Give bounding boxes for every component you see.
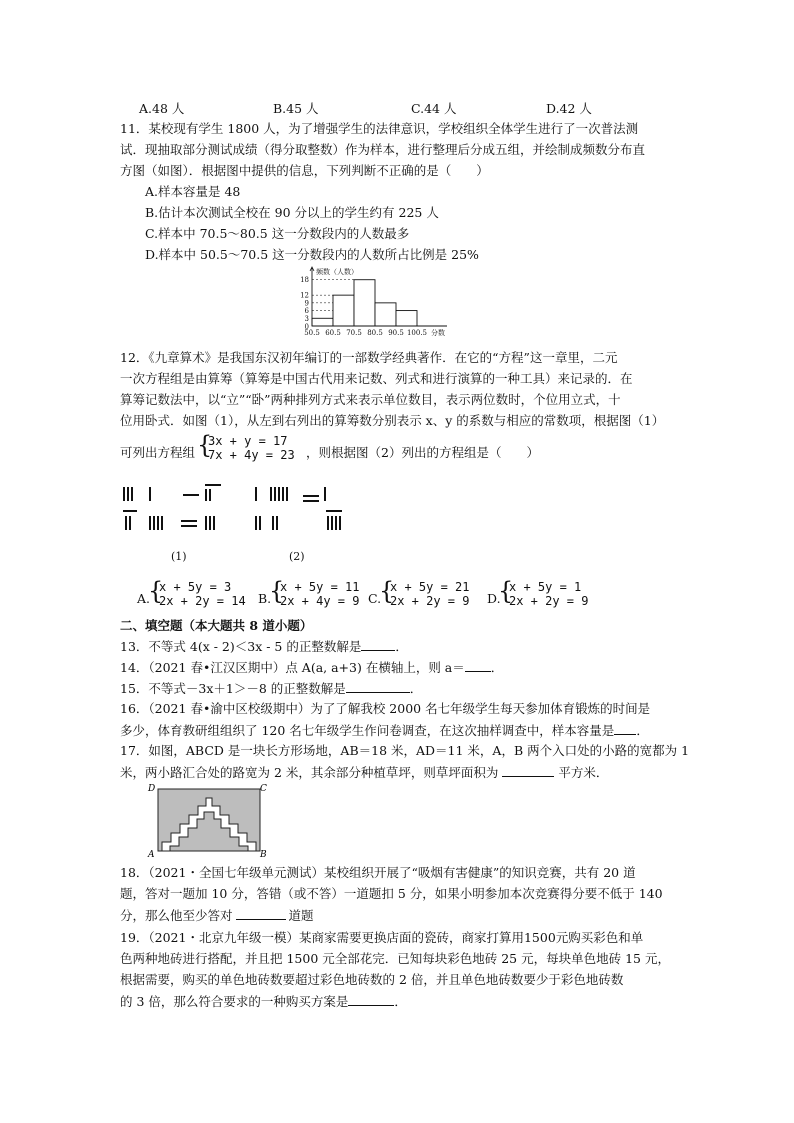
hist-xtick-label: 60.5	[325, 329, 341, 337]
hist-xtick-label: 100.5	[406, 329, 428, 337]
q12-option-c-brace: {	[379, 577, 395, 605]
q12-line-3: 算筹记数法中，以“立”“卧”两种排列方式来表示单位数目，表示两位数时，个位用立式，十	[120, 392, 621, 407]
q11-option-a: A.样本容量是 48	[145, 184, 241, 199]
corner-label-c: C	[260, 784, 267, 794]
hist-xtick-label: 80.5	[367, 329, 383, 337]
q17-blank[interactable]	[502, 764, 554, 777]
q19-line-3: 根据需要，购买的单色地砖数要超过彩色地砖数的 2 倍，并且单色地砖数要少于彩色地砖数	[120, 972, 624, 987]
corner-label-b: B	[260, 850, 267, 860]
hist-xtick-label: 50.5	[304, 329, 320, 337]
q19-blank[interactable]	[348, 993, 394, 1006]
corner-label-d: D	[148, 784, 156, 794]
q13-blank[interactable]	[361, 638, 395, 651]
q18-blank[interactable]	[236, 907, 286, 920]
q15: 15．不等式－3x＋1＞－8 的正整数解是 ．	[120, 681, 423, 696]
hist-bar	[354, 280, 375, 326]
q10-option-a: A.48 人	[139, 101, 185, 116]
hist-bar	[375, 303, 396, 326]
q16-blank[interactable]	[614, 722, 636, 735]
hist-bar	[312, 318, 333, 326]
q12-system-prefix: 可列出方程组	[120, 445, 196, 460]
q16-line-2: 多少，体育教研组组织了 120 名七年级学生作问卷调查，在这次抽样调查中，样本容量是 ．	[120, 723, 649, 738]
q12-line-4: 位用卧式．如图（1），从左到右列出的算筹数分别表示 x、y 的系数与相应的常数项，根据图（1）	[120, 413, 665, 428]
hist-ytick-label: 6	[304, 307, 309, 316]
fig2-label: (2)	[289, 550, 305, 563]
q12-option-a-letter: A.	[137, 591, 151, 606]
q12-option-a-eq2: 2x + 2y = 14	[159, 594, 246, 608]
q18-line-1: 18．（2021・全国七年级单元测试）某校组织开展了“吸烟有害健康”的知识竞赛，共有 20 道	[120, 865, 636, 880]
q11-option-c: C.样本中 70.5～80.5 这一分数段内的人数最多	[145, 226, 410, 241]
q14-blank[interactable]	[465, 659, 491, 672]
q12-option-d-eq2: 2x + 2y = 9	[509, 594, 589, 608]
q12-option-d-eq1: x + 5y = 1	[509, 580, 582, 594]
q10-option-c: C.44 人	[411, 101, 457, 116]
q12-option-c-eq2: 2x + 2y = 9	[390, 594, 470, 608]
q16-line-1: 16．（2021 春•渝中区校级期中）为了了解我校 2000 名七年级学生每天参加体育锻炼的时间是	[120, 701, 651, 716]
section-2-title: 二、填空题（本大题共 8 道小题）	[120, 618, 313, 633]
q12-option-a-brace: {	[148, 577, 164, 605]
hist-xtick-label: 90.5	[388, 329, 404, 337]
q17-line-1: 17．如图，ABCD 是一块长方形场地，AB＝18 米，AD＝11 米，A，B 两个入口处的小路的宽都为 1	[120, 743, 690, 758]
q12-option-a-eq1: x + 5y = 3	[159, 580, 232, 594]
q12-system-eq2: 7x + 4y = 23	[208, 448, 295, 462]
q11-option-b: B.估计本次测试全校在 90 分以上的学生约有 225 人	[145, 205, 439, 220]
q19-line-1: 19．（2021・北京九年级一模）某商家需要更换店面的瓷砖，商家打算用1500元购买彩色和单	[120, 930, 644, 945]
q12-line-2: 一次方程组是由算筹（算筹是中国古代用来记数、列式和进行演算的一种工具）来记录的．在	[120, 371, 633, 386]
hist-ytick-label: 9	[304, 299, 309, 308]
frequency-histogram	[286, 265, 476, 343]
q19-line-2: 色两种地砖进行搭配，并且把 1500 元全部花完．已知每块彩色地砖 25 元，每块单色地砖 15 元，	[120, 951, 670, 966]
q12-system-eq1: 3x + y = 17	[208, 434, 288, 448]
q19-line-4: 的 3 倍，那么符合要求的一种购买方案是 ．	[120, 994, 407, 1009]
hist-ylabel: 频数（人数）	[316, 268, 358, 276]
q12-option-d-brace: {	[498, 577, 514, 605]
q10-option-b: B.45 人	[273, 101, 319, 116]
hist-xlabel: 分数	[431, 329, 445, 337]
q15-blank[interactable]	[346, 680, 410, 693]
hist-origin-label: 0	[304, 323, 309, 331]
q18-line-3: 分，那么他至少答对 道题	[120, 908, 314, 923]
q13: 13．不等式 4(x - 2)＜3x - 5 的正整数解是 ．	[120, 639, 408, 654]
hist-bar	[333, 295, 354, 326]
q11-line-3: 方图（如图）．根据图中提供的信息，下列判断不正确的是（ ）	[120, 163, 489, 178]
hist-ytick-label: 12	[300, 291, 309, 300]
q12-system-brace: {	[197, 431, 213, 459]
lawn-figure	[146, 782, 272, 860]
hist-bar	[396, 311, 417, 326]
q12-option-b-eq2: 2x + 4y = 9	[280, 594, 360, 608]
q14: 14．（2021 春•江汉区期中）点 A(a, a+3) 在横轴上，则 a＝ ．	[120, 660, 504, 675]
fig1-label: (1)	[171, 550, 187, 563]
corner-label-a: A	[148, 850, 155, 860]
q12-option-d-letter: D.	[487, 591, 501, 606]
q12-option-b-letter: B.	[258, 591, 272, 606]
q17-line-2: 米，两小路汇合处的路宽为 2 米，其余部分种植草坪，则草坪面积为 平方米．	[120, 765, 609, 780]
q12-system-suffix: ，则根据图（2）列出的方程组是（ ）	[306, 445, 539, 460]
q11-line-2: 试．现抽取部分测试成绩（得分取整数）作为样本，进行整理后分成五组，并绘制成频数分布直	[120, 142, 646, 157]
q12-option-c-letter: C.	[368, 591, 382, 606]
hist-ytick-label: 18	[300, 276, 309, 285]
q12-option-b-eq1: x + 5y = 11	[280, 580, 360, 594]
q11-option-d: D.样本中 50.5～70.5 这一分数段内的人数所占比例是 25%	[145, 247, 479, 262]
q10-option-d: D.42 人	[546, 101, 592, 116]
q12-line-1: 12．《九章算术》是我国东汉初年编订的一部数学经典著作．在它的“方程”这一章里，二元	[120, 350, 618, 365]
q11-line-1: 11．某校现有学生 1800 人，为了增强学生的法律意识，学校组织全体学生进行了一次普法测	[120, 121, 639, 136]
q12-option-c-eq1: x + 5y = 21	[390, 580, 470, 594]
hist-ytick-label: 3	[304, 314, 309, 323]
q18-line-2: 题，答对一题加 10 分，答错（或不答）一道题扣 5 分，如果小明参加本次竞赛得分要不低于 140	[120, 886, 663, 901]
hist-xtick-label: 70.5	[346, 329, 362, 337]
q12-option-b-brace: {	[269, 577, 285, 605]
